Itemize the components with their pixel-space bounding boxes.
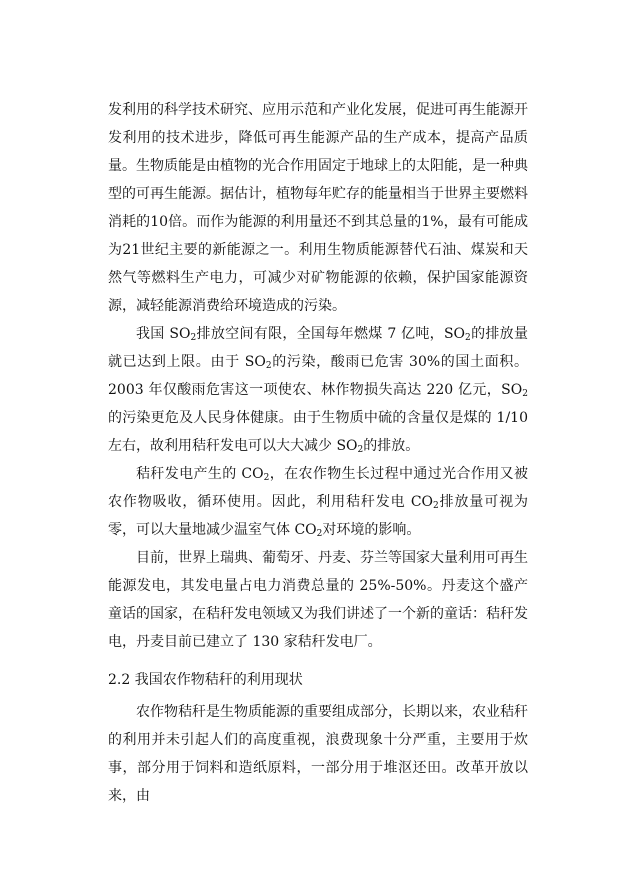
text-segment: 的排放量就已达到上限。由于 SO <box>108 326 528 370</box>
text-segment: 我国 SO <box>136 326 191 342</box>
subscript: 2 <box>357 445 364 455</box>
paragraph-co2-cycle <box>108 460 528 544</box>
section-heading: 2.2 我国农作物秸秆的利用现状 <box>108 672 303 688</box>
subscript: 2 <box>190 333 197 343</box>
text-segment: 排放量可视为零，可以大量地减少温室气体 CO <box>108 494 528 538</box>
subscript: 2 <box>263 473 270 483</box>
text-segment: ，在农作物生长过程中通过光合作用又被农作物吸收，循环使用。因此，利用秸秆发电 CO <box>108 466 529 510</box>
paragraph-continuation: 发利用的科学技术研究、应用示范和产业化发展，促进可再生能源开发利用的技术进步，降低可再生能源产品的生产成本，提高产品质量。 <box>108 102 528 174</box>
text-segment: 排放空间有限，全国每年燃煤 7 亿吨，SO <box>196 326 466 342</box>
subscript: 2 <box>316 529 323 539</box>
paragraph-so2-emissions <box>108 320 528 460</box>
subscript: 2 <box>433 501 439 511</box>
text-segment: 秸秆发电产生的 CO <box>136 466 264 482</box>
text-segment: 对环境的影响。 <box>322 522 421 538</box>
text-segment: 的污染，酸雨已危害 30%的国土面积。2003 年仅酸雨危害这一项使农、林作物损失高达 220 亿元，SO <box>108 354 528 398</box>
paragraph-world-straw-power: 目前，世界上瑞典、葡萄牙、丹麦、芬兰等国家大量利用可再生能源发电，其发电量占电力消费总量的 25%-50%。丹麦这个盛产童话的国家，在秸秆发电领域又为我们讲述了一个新的童话：秸秆发电，丹麦目前已建立了 130 家秸秆发电厂。 <box>108 550 528 650</box>
paragraph-biomass-energy: 生物质能是由植物的光合作用固定于地球上的太阳能，是一种典型的可再生能源。据估计，植物每年贮存的能量相当于世界主要燃料消耗的10倍。而作为能源的利用量还不到其总量的1%，最有可能成为21世纪主要的新能源之一。利用生物质能源替代石油、煤炭和天然气等燃料生产电力，可减少对矿物能源的依赖，保护国家能源资源，减轻能源消费给环境造成的污染。 <box>108 158 528 314</box>
subscript: 2 <box>522 389 528 399</box>
paragraph-straw-utilization: 农作物秸秆是生物质能源的重要组成部分，长期以来，农业秸秆的利用并未引起人们的高度重视，浪费现象十分严重，主要用于炊事，部分用于饲料和造纸原料，一部分用于堆沤还田。改革开放以来，由 <box>108 704 528 804</box>
text-segment: 的污染更危及人民身体健康。由于生物质中硫的含量仅是煤的 1/10 左右，故利用秸秆发电可以大大减少 SO <box>108 410 528 454</box>
text-segment: 的排放。 <box>363 438 420 454</box>
subscript: 2 <box>465 333 471 343</box>
subscript: 2 <box>265 361 272 371</box>
